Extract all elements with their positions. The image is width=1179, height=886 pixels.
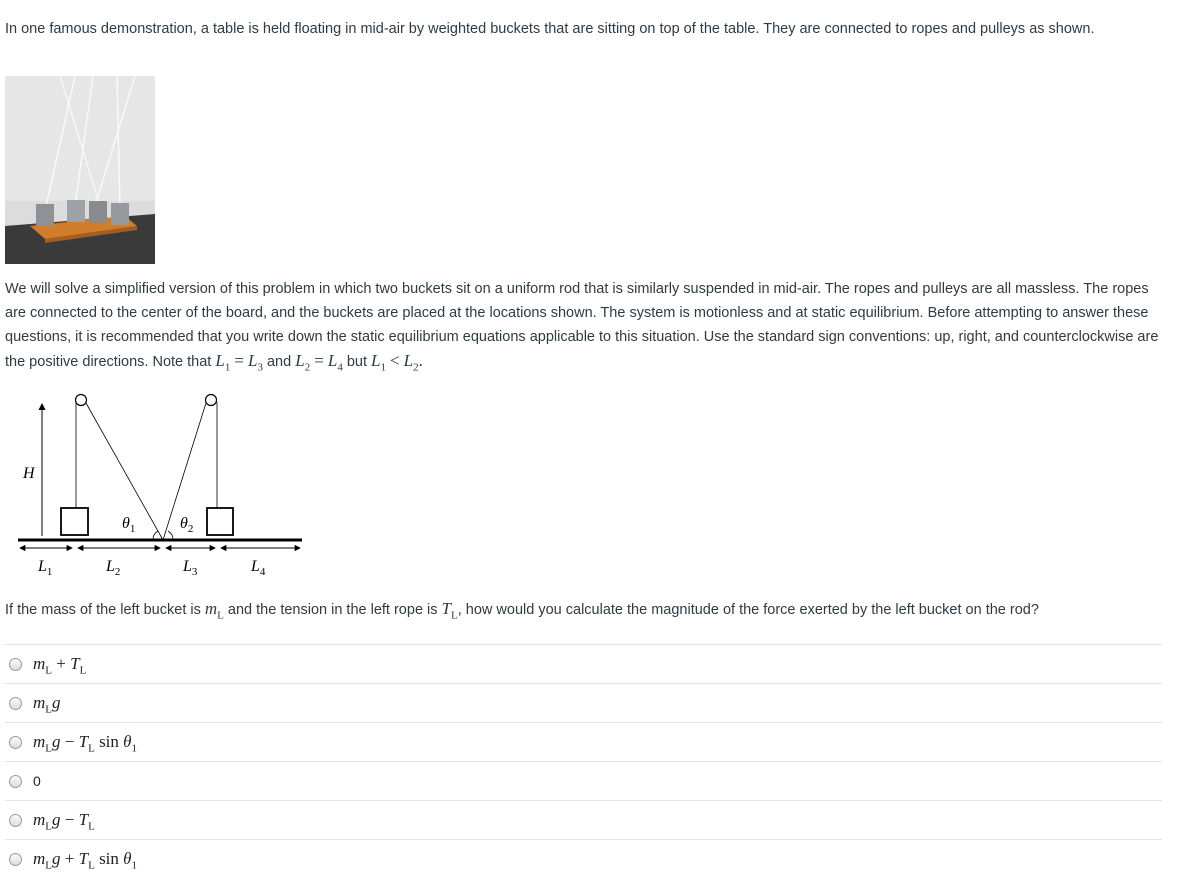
intro-text: In one famous demonstration, a table is held floating in mid-air by weighted buckets that are sitting on top of the table. They are connected to ropes and pulleys as shown. <box>5 21 1095 37</box>
label-L2: L <box>106 558 115 575</box>
answer-label: $m_Lg + T_L$ $\sin \theta_1$ <box>33 849 138 872</box>
svg-text:L1: $L_1$ <box>38 558 53 578</box>
description-text: We will solve a simplified version of this problem in which two buckets sit on a uniform rod that is similarly suspended in mid-air. The ropes and pulleys are all massless. The ropes are connected to the center of the board, and the buckets are placed at the locations shown. The system is motionless and at static equilibrium. Before attempting to answer these questions, it is recommended that you write down the static equilibrium equations applicable to this situation. Use the standard sign conventions: up, right, and counterclockwise are the positive directions. Note that <box>5 281 1159 370</box>
answer-option-6[interactable] <box>5 839 1162 878</box>
label-theta2: θ <box>180 515 188 532</box>
answer-label: $m_L + T_L$ <box>33 654 87 677</box>
radio-button[interactable] <box>9 697 22 710</box>
label-L1: L <box>38 558 47 575</box>
l1-math: $L_1$ <box>215 351 231 374</box>
left-pulley <box>76 395 87 406</box>
label-H: H <box>23 465 35 482</box>
answer-option-5[interactable] <box>5 800 1162 839</box>
svg-text:θ2: $\theta_2$ <box>180 515 194 535</box>
problem-description: We will solve a simplified version of this problem in which two buckets sit on a uniform rod that is similarly suspended in mid-air. The ropes and pulleys are all massless. The ropes are connected to the center of the board, and the buckets are placed at the locations shown. The system is motionless and at static equilibrium. Before attempting to answer these questions, it is recommended that you write down the static equilibrium equations applicable to this situation. Use the standard sign conventions: up, right, and counterclockwise are the positive directions. Note that $L_1 = L_3$ and $L_2 = L_4$ but $L_1 < L_2$. <box>5 281 1159 374</box>
radio-button[interactable] <box>9 853 22 866</box>
svg-text:θ1: $\theta_1$ <box>122 515 136 535</box>
answer-label: $m_Lg - T_L$ <box>33 810 95 833</box>
answer-option-2[interactable] <box>5 683 1162 722</box>
bucket-table-photo <box>5 76 155 264</box>
question-text: If the mass of the left bucket is $m_L$ and the tension in the left rope is $T_L$, how would you calculate the magnitude of the force exerted by the left bucket on the rod? <box>5 599 1039 622</box>
right-bucket <box>207 508 233 535</box>
answer-label: $m_Lg$ <box>33 693 61 716</box>
answer-option-1[interactable] <box>5 644 1162 683</box>
svg-text:L3: $L_3$ <box>183 558 198 578</box>
answer-list <box>5 644 1162 878</box>
right-pulley <box>206 395 217 406</box>
answer-option-4[interactable] <box>5 761 1162 800</box>
rod-diagram <box>10 388 310 588</box>
label-L3: L <box>183 558 192 575</box>
radio-button[interactable] <box>9 736 22 749</box>
svg-text:L4: $L_4$ <box>251 558 266 578</box>
label-L4: L <box>251 558 260 575</box>
radio-button[interactable] <box>9 775 22 788</box>
svg-text:L2: $L_2$ <box>106 558 121 578</box>
label-theta1: θ <box>122 515 130 532</box>
radio-button[interactable] <box>9 814 22 827</box>
left-bucket <box>61 508 88 535</box>
radio-button[interactable] <box>9 658 22 671</box>
answer-option-3[interactable] <box>5 722 1162 761</box>
answer-label: 0 <box>33 773 41 789</box>
answer-label: $m_Lg - T_L$ $\sin \theta_1$ <box>33 732 138 755</box>
